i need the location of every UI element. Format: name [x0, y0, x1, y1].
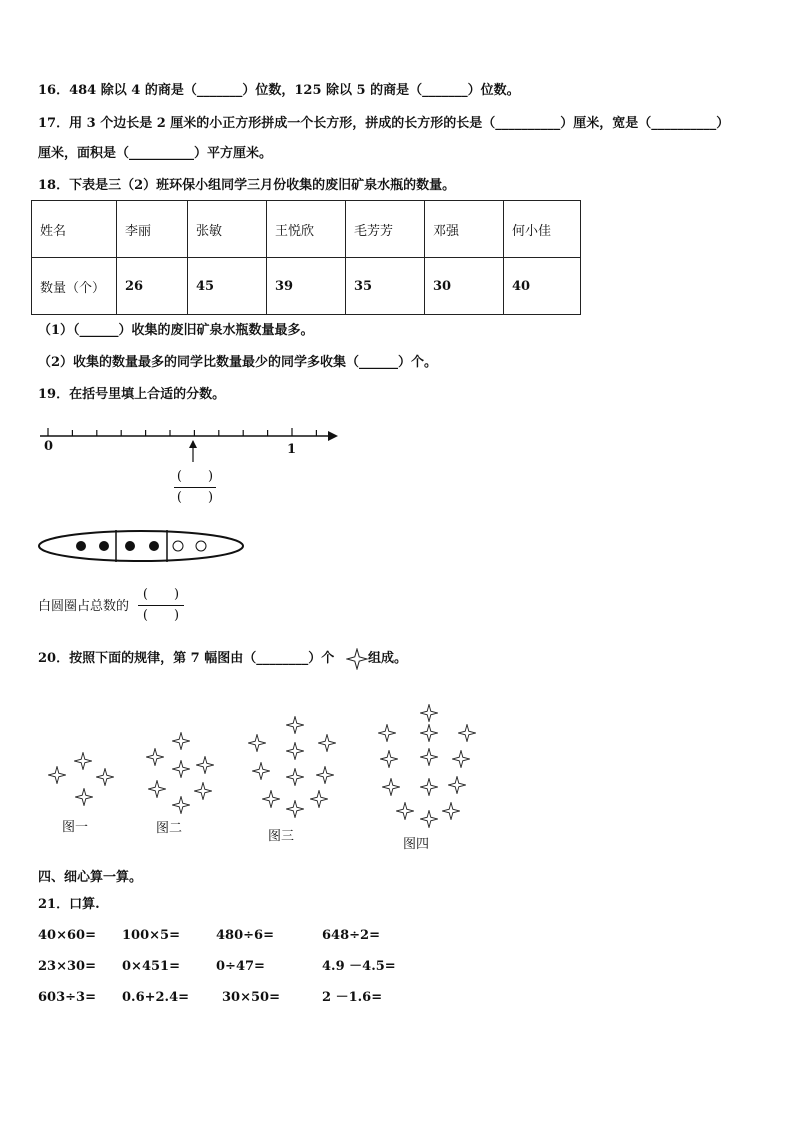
- star-icon: [420, 724, 438, 742]
- calc-item: 648÷2=: [322, 928, 380, 943]
- q18-sub1: （1）（______）收集的废旧矿泉水瓶数量最多。: [38, 323, 314, 338]
- table-cell: 毛芳芳: [346, 201, 425, 258]
- filled-circle: [149, 541, 159, 551]
- star-icon: [452, 750, 470, 768]
- number-line: [30, 418, 350, 468]
- table-header-row: [32, 201, 581, 258]
- figure-caption-2: 图二: [156, 821, 183, 836]
- fraction-numerator: ( ): [142, 587, 180, 602]
- arrow-up-icon: [189, 440, 197, 448]
- calc-item: 0×451=: [122, 959, 180, 974]
- star-icon: [48, 766, 66, 784]
- calc-item: 23×30=: [38, 959, 96, 974]
- fraction-denominator: ( ): [142, 608, 180, 623]
- star-icon: [172, 732, 190, 750]
- star-icon: [420, 704, 438, 722]
- calc-item: 480÷6=: [216, 928, 274, 943]
- table-cell: 26: [117, 258, 188, 315]
- figure-caption-1: 图一: [62, 820, 89, 835]
- star-icon: [318, 734, 336, 752]
- star-icon: [442, 802, 460, 820]
- table-row: [32, 258, 581, 315]
- table-cell: 39: [267, 258, 346, 315]
- star-icon: [252, 762, 270, 780]
- star-icon: [310, 790, 328, 808]
- white-circle-fraction: [138, 586, 184, 625]
- figure-caption-3: 图三: [268, 829, 295, 844]
- fraction-numerator: ( ): [176, 469, 214, 484]
- q18-intro: 18．下表是三（2）班环保小组同学三月份收集的废旧矿泉水瓶的数量。: [38, 178, 456, 193]
- star-icon: [458, 724, 476, 742]
- star-icon: [382, 778, 400, 796]
- star-icon: [448, 776, 466, 794]
- calc-item: 0÷47=: [216, 959, 265, 974]
- star-icon: [262, 790, 280, 808]
- table-cell: 张敏: [188, 201, 267, 258]
- section4-title: 四、细心算一算。: [38, 870, 143, 885]
- number-line-start-label: 0: [44, 439, 54, 454]
- number-line-end-label: 1: [287, 442, 297, 457]
- star-icon: [286, 768, 304, 786]
- q20-text-before: 20．按照下面的规律，第 7 幅图由（________）个: [38, 651, 335, 666]
- star-icon: [380, 750, 398, 768]
- q21-intro: 21．口算.: [38, 897, 100, 912]
- star-icon: [378, 724, 396, 742]
- q17-line2: 厘米，面积是（__________）平方厘米。: [38, 146, 273, 161]
- table-cell: 45: [188, 258, 267, 315]
- filled-circle: [76, 541, 86, 551]
- q17-line1: 17．用 3 个边长是 2 厘米的小正方形拼成一个长方形，拼成的长方形的长是（__________）厘米，宽是（__________）: [38, 116, 730, 131]
- answer-fraction: [174, 468, 216, 507]
- table-cell: 数量（个）: [32, 258, 117, 315]
- q20-text-after: 组成。: [368, 651, 408, 666]
- star-icon: [286, 800, 304, 818]
- star-icon: [146, 748, 164, 766]
- q19-intro: 19．在括号里填上合适的分数。: [38, 387, 226, 402]
- star-icon: [346, 648, 368, 670]
- arrow-right-icon: [328, 431, 338, 441]
- filled-circle: [99, 541, 109, 551]
- table-cell: 30: [425, 258, 504, 315]
- circle-capsule: [38, 528, 248, 564]
- star-icon: [316, 766, 334, 784]
- table-cell: 何小佳: [504, 201, 581, 258]
- figure-caption-4: 图四: [403, 837, 430, 852]
- star-icon: [74, 752, 92, 770]
- table-cell: 王悦欣: [267, 201, 346, 258]
- table-cell: 邓强: [425, 201, 504, 258]
- star-icon: [420, 748, 438, 766]
- q16-text: 16．484 除以 4 的商是（_______）位数，125 除以 5 的商是（_______）位数。: [38, 83, 520, 98]
- calc-item: 30×50=: [222, 990, 280, 1005]
- calc-item: 100×5=: [122, 928, 180, 943]
- table-cell: 姓名: [32, 201, 117, 258]
- star-icon: [286, 742, 304, 760]
- fraction-denominator: ( ): [176, 490, 214, 505]
- star-icon: [196, 756, 214, 774]
- star-icon: [96, 768, 114, 786]
- calc-item: 603÷3=: [38, 990, 96, 1005]
- white-circle-label: 白圆圈占总数的: [38, 599, 130, 614]
- star-icon: [75, 788, 93, 806]
- table-cell: 李丽: [117, 201, 188, 258]
- star-icon: [248, 734, 266, 752]
- star-icon: [172, 760, 190, 778]
- bottle-table: [31, 200, 581, 315]
- star-icon: [396, 802, 414, 820]
- calc-item: 40×60=: [38, 928, 96, 943]
- calc-item: 4.9 －4.5=: [322, 959, 396, 974]
- empty-circle: [196, 541, 206, 551]
- table-cell: 35: [346, 258, 425, 315]
- calc-item: 2 －1.6=: [322, 990, 383, 1005]
- q18-sub2: （2）收集的数量最多的同学比数量最少的同学多收集（______）个。: [38, 355, 438, 370]
- star-icon: [172, 796, 190, 814]
- table-cell: 40: [504, 258, 581, 315]
- star-icon: [286, 716, 304, 734]
- star-icon: [194, 782, 212, 800]
- filled-circle: [125, 541, 135, 551]
- star-icon: [420, 778, 438, 796]
- star-icon: [420, 810, 438, 828]
- empty-circle: [173, 541, 183, 551]
- calc-item: 0.6+2.4=: [122, 990, 190, 1005]
- star-icon: [148, 780, 166, 798]
